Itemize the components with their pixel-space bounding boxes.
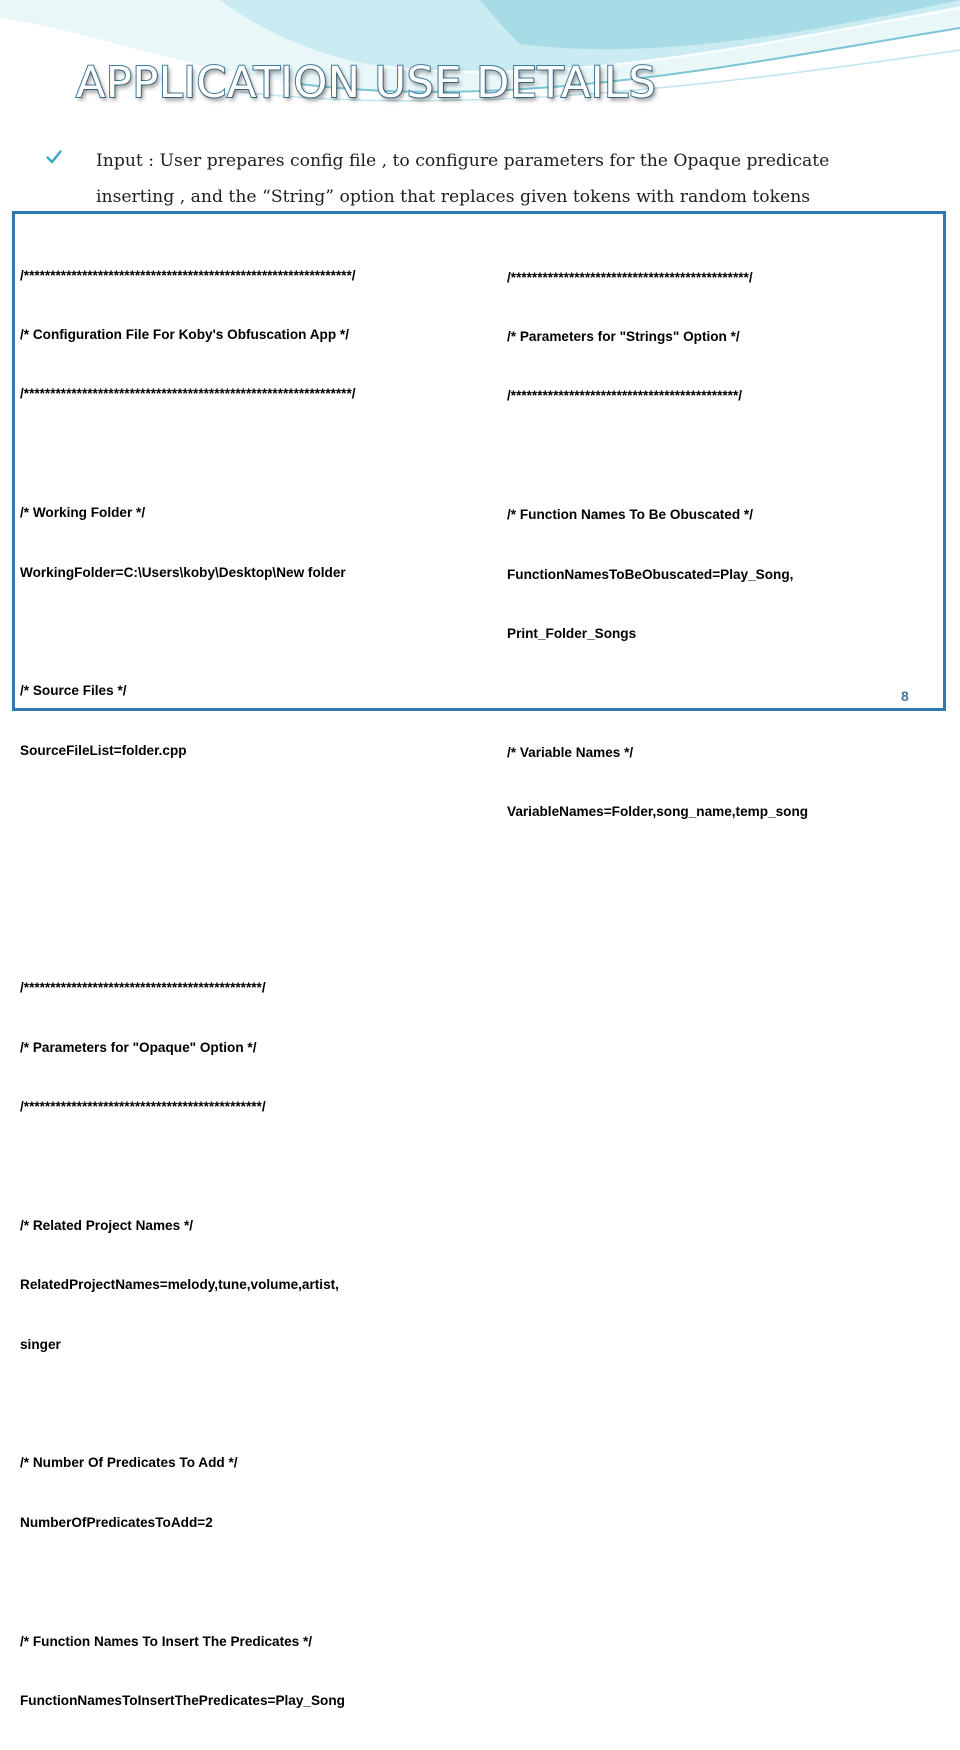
code-line xyxy=(20,919,356,939)
slide-title: APPLICATION USE DETAILS xyxy=(76,58,657,108)
code-line: singer xyxy=(20,1336,61,1352)
code-line: /* Function Names To Be Obuscated */ xyxy=(507,507,753,523)
page-number: 8 xyxy=(901,688,909,704)
code-line: /**************************************************************/ xyxy=(20,386,356,402)
code-line xyxy=(20,1572,356,1592)
config-left-column xyxy=(20,226,356,1750)
code-line xyxy=(20,444,356,464)
code-line: /* Configuration File For Koby's Obfuscation App */ xyxy=(20,326,349,342)
code-line xyxy=(20,1394,356,1414)
config-right-column xyxy=(507,228,808,862)
config-file-box xyxy=(12,211,946,1708)
code-line: FunctionNamesToInsertThePredicates=Play_Song xyxy=(20,1692,345,1708)
code-line: FunctionNamesToBeObuscated=Play_Song, xyxy=(507,566,794,582)
code-line: Print_Folder_Songs xyxy=(507,625,637,641)
code-line: NumberOfPredicatesToAdd=2 xyxy=(20,1514,213,1530)
code-line: /*********************************************/ xyxy=(20,980,266,996)
code-line: /* Related Project Names */ xyxy=(20,1217,194,1233)
code-line: VariableNames=Folder,song_name,temp_song xyxy=(507,804,809,820)
code-line: RelatedProjectNames=melody,tune,volume,artist, xyxy=(20,1277,339,1293)
code-line: SourceFileList=folder.cpp xyxy=(20,742,187,758)
code-line xyxy=(20,860,356,880)
code-line: WorkingFolder=C:\Users\koby\Desktop\New folder xyxy=(20,564,346,580)
code-line: /* Parameters for "Strings" Option */ xyxy=(507,328,740,344)
code-line: /*********************************************/ xyxy=(20,1099,266,1115)
code-line: /* Parameters for "Opaque" Option */ xyxy=(20,1039,257,1055)
code-line: /**************************************************************/ xyxy=(20,267,356,283)
code-line xyxy=(507,683,808,703)
code-line: /* Working Folder */ xyxy=(20,505,146,521)
code-line: /*********************************************/ xyxy=(507,269,753,285)
code-line: /* Number Of Predicates To Add */ xyxy=(20,1455,238,1471)
code-line xyxy=(507,446,808,466)
code-line: /*******************************************/ xyxy=(507,388,743,404)
check-icon xyxy=(46,149,62,165)
code-line: /* Source Files */ xyxy=(20,683,127,699)
code-line xyxy=(20,622,356,642)
code-line: /* Variable Names */ xyxy=(507,744,634,760)
bullet-text: Input : User prepares config file , to configure parameters for the Opaque predicate inserting , and the “String” option that replaces given tokens with random tokens xyxy=(96,151,830,207)
code-line: /* Function Names To Insert The Predicates */ xyxy=(20,1633,313,1649)
code-line xyxy=(20,800,356,820)
code-line xyxy=(20,1156,356,1176)
